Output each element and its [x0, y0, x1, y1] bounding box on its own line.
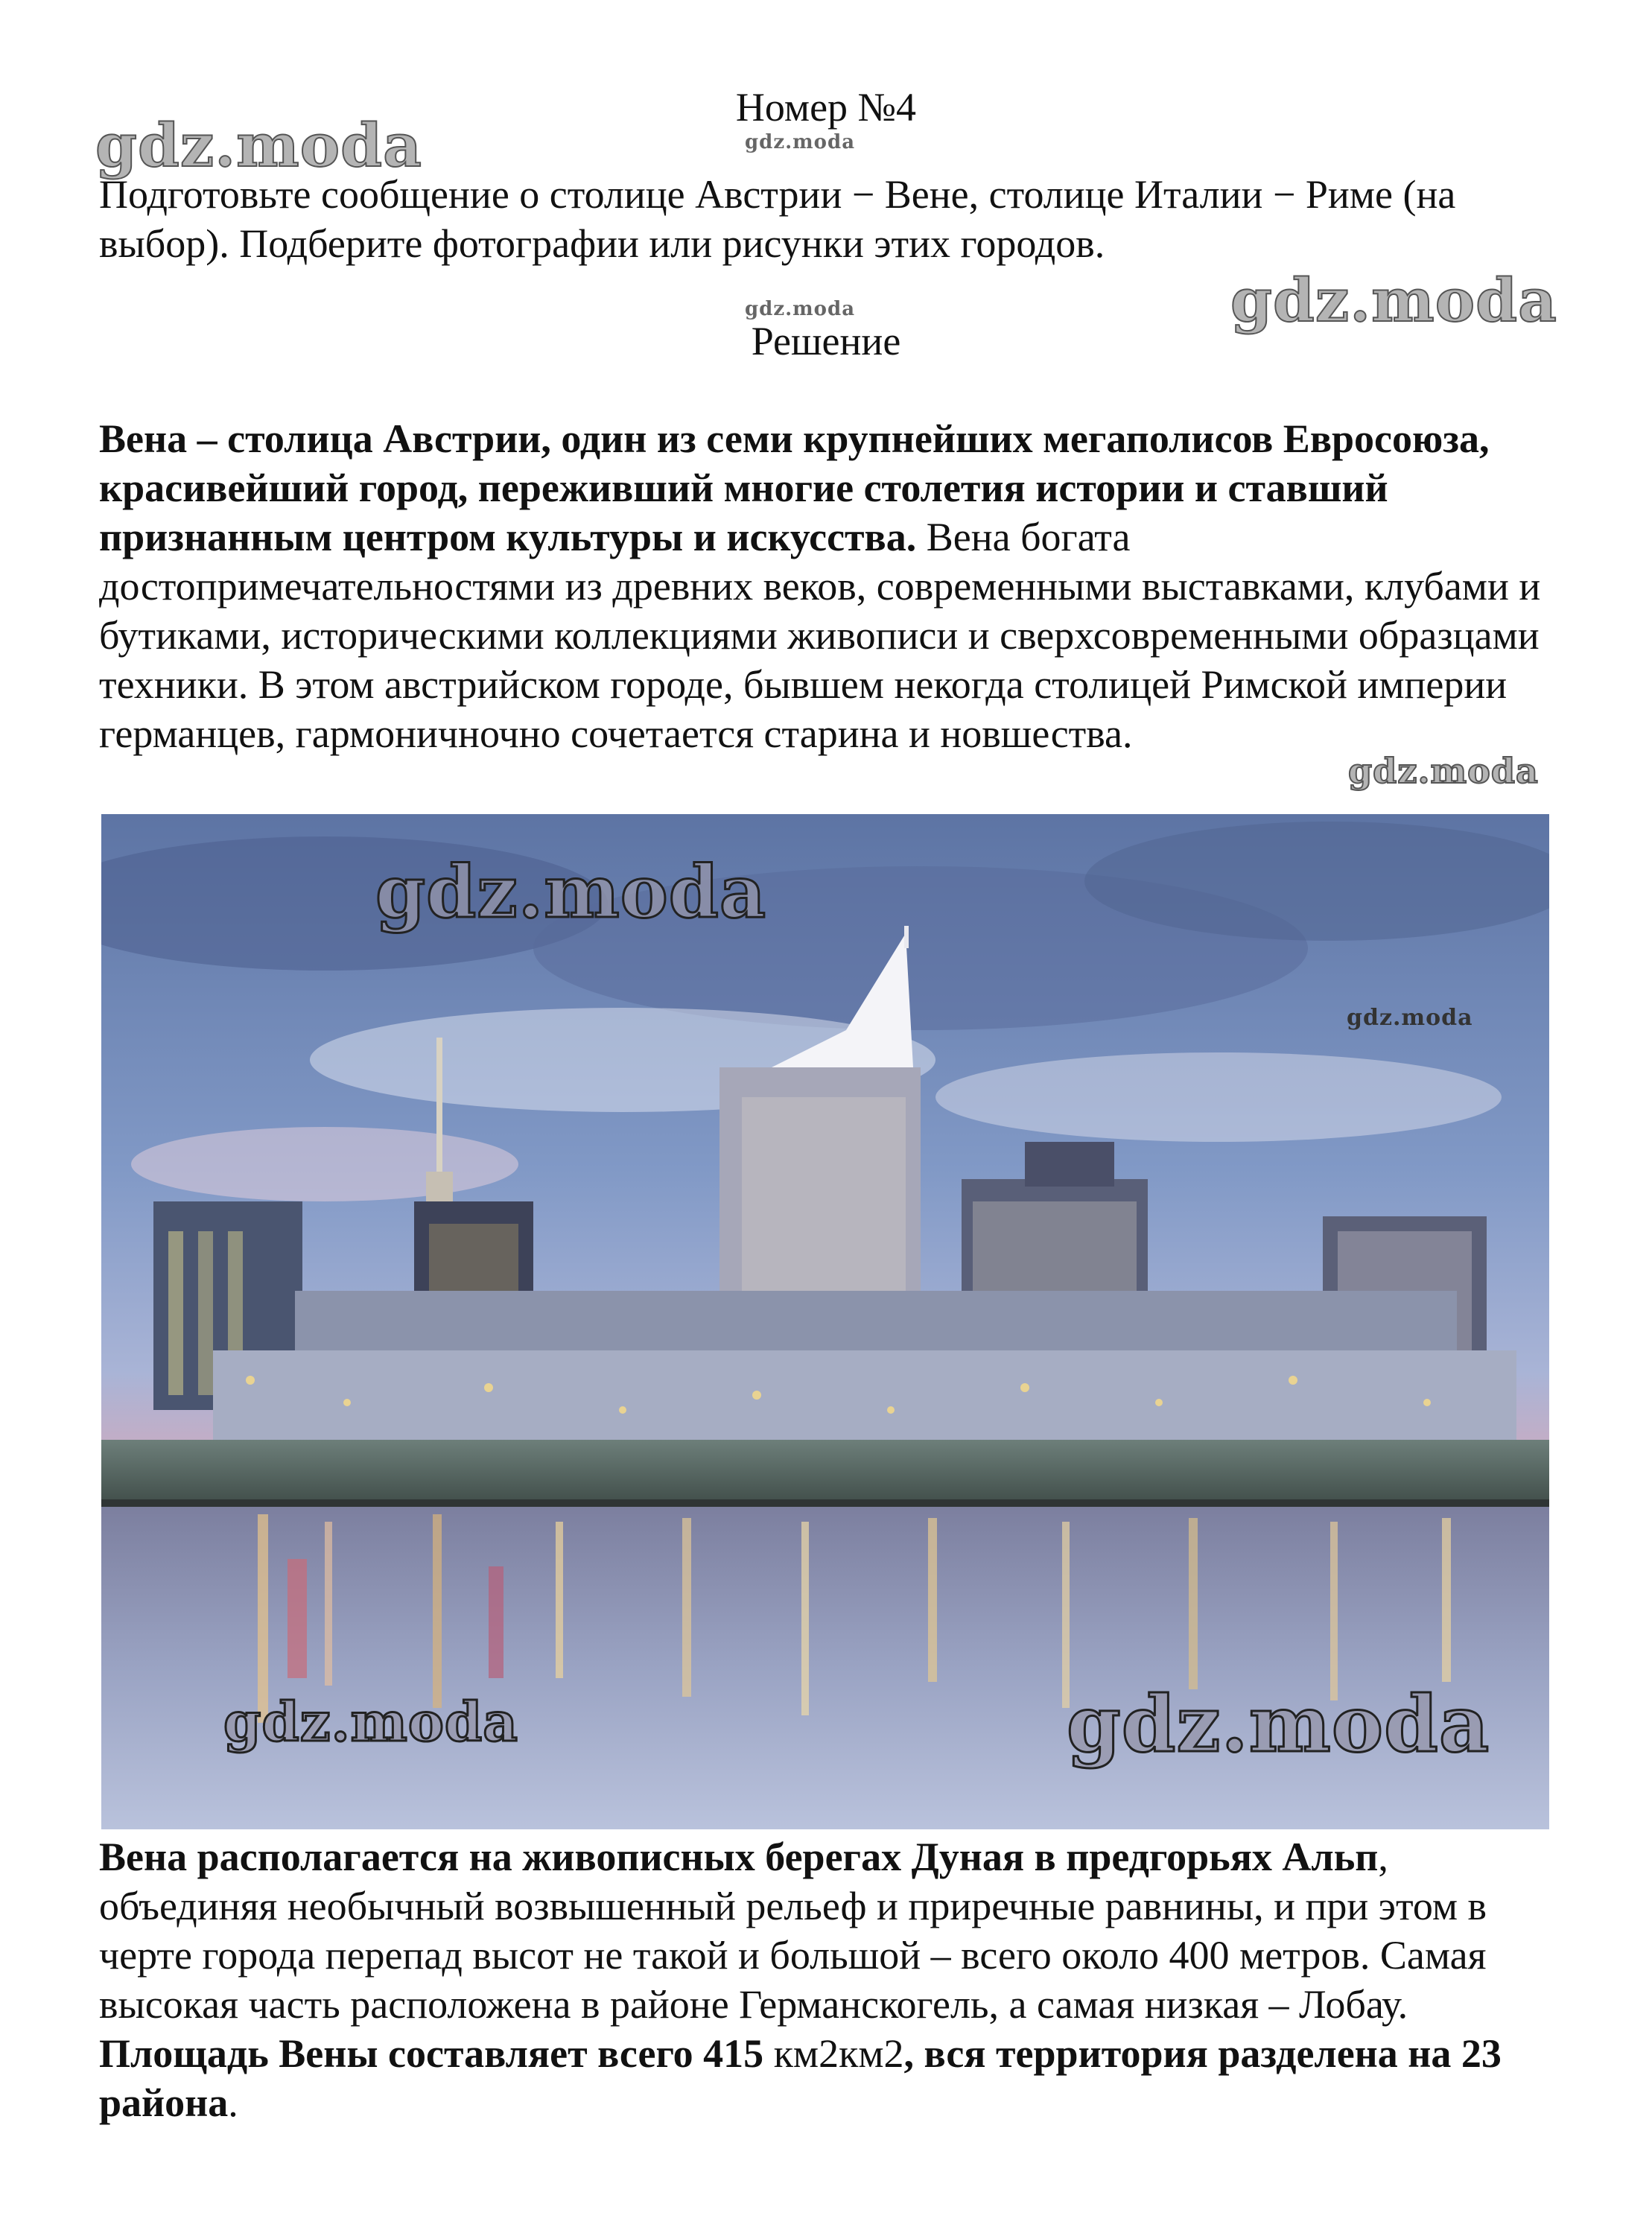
task-text: Подготовьте сообщение о столице Австрии − Вене, столице Италии − Риме (на выбор). Подберите фотографии или рисунки этих городов. [99, 172, 1456, 266]
paragraph-geography-bold-2: Площадь Вены составляет всего 415 [99, 2031, 764, 2076]
paragraph-intro [99, 414, 1559, 758]
watermark-logo: gdz.moda [1230, 265, 1557, 335]
paragraph-intro-bold: Вена – столица Австрии, один из семи крупнейших мегаполисов Евросоюза, красивейший город, переживший многие столетия истории и ставший признанным центром культуры и искусства. [99, 416, 1490, 559]
paragraph-geography [99, 1832, 1559, 2127]
watermark-logo: gdz.moda [745, 131, 856, 153]
paragraph-geography-text-3: . [228, 2080, 238, 2125]
paragraph-geography-bold-3: , вся территория разделена на 23 района [99, 2031, 1502, 2125]
paragraph-intro-text: Вена богата достопримечательностями из древних веков, современными выставками, клубами и бутиками, историческими коллекциями живописи и сверхсовременными образцами техники. В этом австрийском городе, бывшем некогда столицей Римской империи германцев, гармоничночно сочетается старина и новшества. [99, 515, 1541, 756]
paragraph-geography-bold-1: Вена располагается на живописных берегах Дуная в предгорьях Альп [99, 1835, 1379, 1879]
watermark-logo: gdz.moda [223, 1690, 518, 1753]
watermark-logo: gdz.moda [745, 298, 856, 320]
watermark-logo: gdz.moda [95, 110, 422, 180]
watermark-logo: gdz.moda [1067, 1678, 1490, 1770]
paragraph-geography-text-2: км2км2 [763, 2031, 904, 2076]
watermark-logo: gdz.moda [1348, 751, 1539, 791]
watermark-logo: gdz.moda [1347, 1005, 1473, 1031]
page-title: Номер №4 [735, 85, 917, 130]
city-photo [101, 814, 1549, 1829]
paragraph-geography-text-1: , объединяя необычный возвышенный рельеф и приречные равнины, и при этом в черте города перепад высот не такой и большой – всего около 400 метров. Самая высокая часть расположена в районе Германскогель, а самая низкая – Лобау. [99, 1835, 1487, 2027]
vienna-skyline-illustration [101, 814, 1549, 1829]
solution-heading: Решение [751, 319, 901, 363]
watermark-logo: gdz.moda [375, 850, 767, 934]
